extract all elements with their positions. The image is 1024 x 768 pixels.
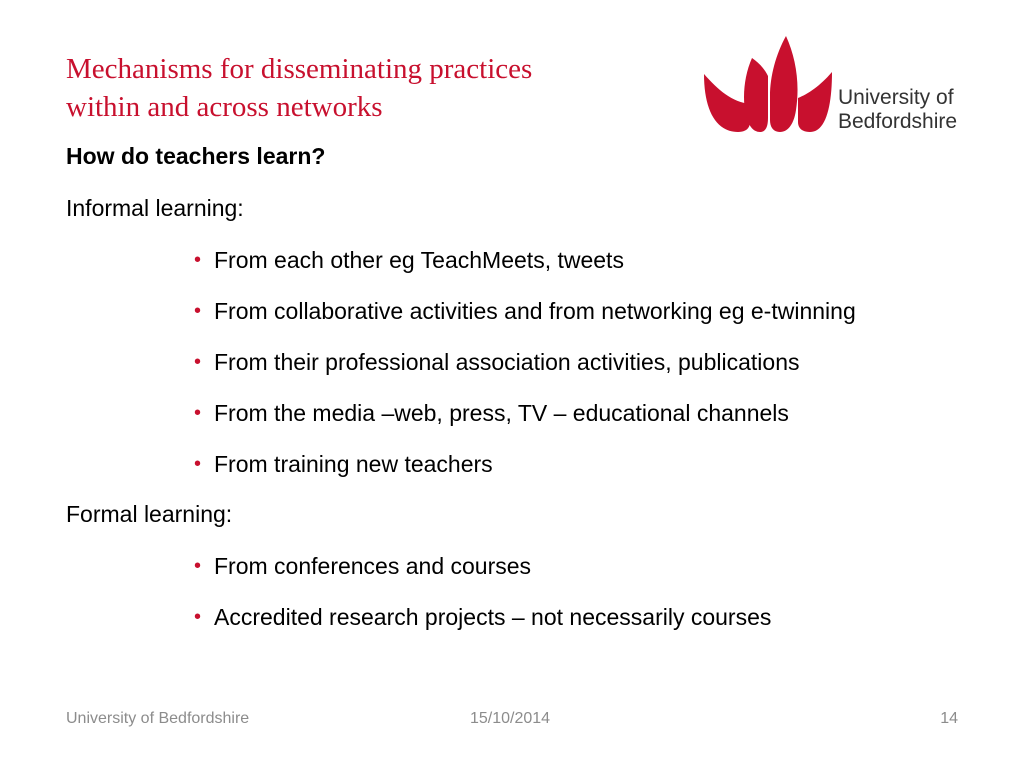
bullet-item [194, 243, 944, 277]
logo-petal-right [798, 72, 832, 132]
bullet-icon: • [194, 249, 202, 271]
bullet-item [194, 600, 944, 634]
university-logo [702, 32, 964, 136]
bullet-text: From each other eg TeachMeets, tweets [214, 247, 624, 273]
bullet-item [194, 345, 944, 379]
slide-title [66, 50, 666, 126]
bullet-item [194, 447, 944, 481]
bullet-item [194, 294, 944, 328]
bullet-text: Accredited research projects – not necessarily courses [214, 604, 772, 630]
logo-petal-left [704, 74, 750, 132]
bullet-text: From their professional association activities, publications [214, 349, 800, 375]
bullet-text: From training new teachers [214, 451, 493, 477]
logo-petal-center-right [770, 36, 798, 132]
bullet-text: From collaborative activities and from networking eg e-twinning [214, 298, 856, 324]
university-logo-mark-icon [702, 32, 834, 136]
logo-text-line-1: University of [838, 86, 954, 109]
footer-date: 15/10/2014 [470, 710, 551, 727]
university-logo-text [838, 86, 957, 134]
slide-body [66, 140, 966, 651]
bullet-icon: • [194, 555, 202, 577]
bullet-icon: • [194, 300, 202, 322]
informal-learning-label: Informal learning: [66, 195, 244, 221]
formal-learning-list [66, 549, 966, 634]
slide-footer [0, 710, 1024, 734]
body-heading: How do teachers learn? [66, 143, 326, 169]
bullet-text: From conferences and courses [214, 553, 532, 579]
bullet-item [194, 549, 944, 583]
bullet-icon: • [194, 606, 202, 628]
bullet-item [194, 396, 944, 430]
bullet-icon: • [194, 453, 202, 475]
bullet-text: From the media –web, press, TV – educational channels [214, 400, 789, 426]
footer-page-number: 14 [940, 710, 958, 727]
bullet-icon: • [194, 351, 202, 373]
bullet-icon: • [194, 402, 202, 424]
title-line-1: Mechanisms for disseminating practices [66, 53, 533, 85]
informal-learning-list [66, 243, 966, 481]
title-line-2: within and across networks [66, 91, 383, 123]
footer-organization: University of Bedfordshire [66, 710, 250, 727]
formal-learning-label: Formal learning: [66, 501, 233, 527]
logo-text-line-2: Bedfordshire [838, 110, 958, 133]
